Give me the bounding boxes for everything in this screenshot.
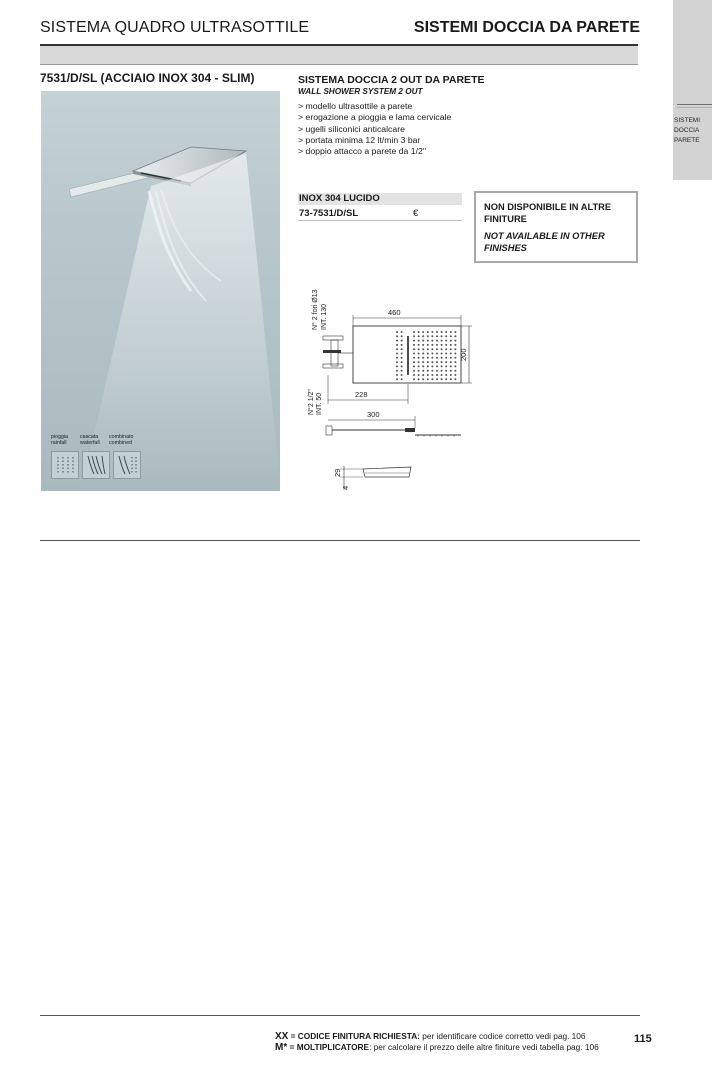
feature-item: > portata minima 12 lt/min 3 bar [298,134,421,145]
nozzle-dot [436,344,438,346]
nozzle-dot [396,344,398,346]
nozzle-dot [445,331,447,333]
side-tab-line: SISTEMI [674,117,701,124]
nozzle-dot [441,365,443,367]
nozzle-dot [401,357,403,359]
nozzle-dot [454,340,456,342]
nozzle-dot [436,374,438,376]
nozzle-dot [431,344,433,346]
product-code-title: 7531/D/SL (ACCIAIO INOX 304 - SLIM) [40,71,255,85]
nozzle-dot [450,365,452,367]
nozzle-dot [427,348,429,350]
nozzle-dot [413,374,415,376]
holes-label: N° 2 fori Ø13 [312,289,319,330]
nozzle-dot [413,378,415,380]
nozzle-dot [454,378,456,380]
footer-notes [275,1031,599,1053]
nozzle-dot [445,374,447,376]
nozzle-dot [445,353,447,355]
nozzle-dot [396,361,398,363]
nozzle-dot [445,335,447,337]
nozzle-dot [431,348,433,350]
nozzle-dot [427,378,429,380]
nozzle-dot [418,331,420,333]
system-subtitle: WALL SHOWER SYSTEM 2 OUT [298,87,423,96]
nozzle-dot [454,353,456,355]
nozzle-dot [441,331,443,333]
nozzle-dot [401,361,403,363]
nozzle-dot [441,357,443,359]
nozzle-dot [445,365,447,367]
nozzle-dot [418,348,420,350]
connection-spacing-label: INT. 50 [316,392,323,415]
nozzle-dot [445,370,447,372]
nozzle-dot [450,340,452,342]
nozzle-dot [427,353,429,355]
side-tab-rule-light [677,107,712,108]
side-tab-rule [677,104,712,105]
mode-label-combined: combinato combined [109,434,134,446]
nozzle-dot [396,370,398,372]
combined-icon [113,451,141,479]
nozzle-dot [401,335,403,337]
dim-thickness-label: 4 [341,485,350,490]
nozzle-dot [427,357,429,359]
nozzle-dot [450,335,452,337]
feature-item: > ugelli siliconici anticalcare [298,123,405,134]
nozzle-dot [441,340,443,342]
nozzle-dot [418,361,420,363]
nozzle-dot [441,370,443,372]
nozzle-dot [396,378,398,380]
dim-length-label: 300 [367,410,380,419]
nozzle-dot [450,353,452,355]
nozzle-dot [445,344,447,346]
nozzle-dot [431,361,433,363]
nozzle-dot [396,340,398,342]
footer-note-m: M* = MOLTIPLICATORE: per calcolare il prezzo delle altre finiture vedi tabella pag. 106 [275,1042,599,1053]
finish-label: INOX 304 LUCIDO [299,193,380,204]
header-band [40,46,638,65]
nozzle-dot [418,353,420,355]
nozzle-dot [422,365,424,367]
rainfall-icon [51,451,79,479]
nozzle-dot [427,344,429,346]
dim-width-label: 460 [388,308,401,317]
nozzle-dot [422,340,424,342]
footer-rule [40,1015,640,1016]
nozzle-dot [401,365,403,367]
side-tab-line: DOCCIA [674,127,700,134]
nozzle-dot [454,370,456,372]
nozzle-dot [418,344,420,346]
nozzle-dot [431,370,433,372]
nozzle-dot [431,357,433,359]
nozzle-dot [396,348,398,350]
side-tab-line: PARETE [674,137,700,144]
nozzle-dot [422,344,424,346]
nozzle-dot [422,378,424,380]
nozzle-dot [436,357,438,359]
nozzle-dot [454,357,456,359]
nozzle-dot [445,361,447,363]
waterfall-icon [82,451,110,479]
nozzle-dot [436,340,438,342]
nozzle-dot [413,361,415,363]
nozzle-dot [450,361,452,363]
nozzle-dot [427,374,429,376]
nozzle-dot [413,348,415,350]
footer-note-xx: XX = CODICE FINITURA RICHIESTA: per identificare codice corretto vedi pag. 106 [275,1031,586,1042]
nozzle-dot [401,348,403,350]
nozzle-dot [413,331,415,333]
nozzle-dot [454,344,456,346]
feature-item: > erogazione a pioggia e lama cervicale [298,112,452,123]
nozzle-dot [401,344,403,346]
plate-top-view [353,326,461,383]
nozzle-dot [431,378,433,380]
nozzle-dot [413,365,415,367]
nozzle-dot [396,353,398,355]
nozzle-dot [436,335,438,337]
nozzle-dot [441,335,443,337]
nozzle-dot [436,353,438,355]
nozzle-dot [436,365,438,367]
connection-label: N°2 1/2" [308,389,315,415]
content-divider [40,540,640,541]
nozzle-dot [431,340,433,342]
nozzle-dot [401,370,403,372]
nozzle-dot [436,370,438,372]
nozzle-dot [445,357,447,359]
nozzle-dot [427,365,429,367]
notice-italian: NON DISPONIBILE IN ALTRE FINITURE [484,202,612,224]
shower-head-illustration [41,91,280,491]
holes-spacing-label: INT. 130 [321,303,328,330]
feature-item: > doppio attacco a parete da 1/2" [298,146,426,157]
nozzle-dot [431,374,433,376]
nozzle-dot [396,365,398,367]
product-photo [41,91,280,491]
nozzle-dot [450,331,452,333]
nozzle-dot [422,348,424,350]
nozzle-dot [427,340,429,342]
nozzle-dot [450,370,452,372]
nozzle-dot [436,378,438,380]
nozzle-dot [427,370,429,372]
nozzle-dot [418,365,420,367]
nozzle-dot [436,348,438,350]
nozzle-dot [450,357,452,359]
nozzle-dot [413,340,415,342]
price-rule [298,220,462,221]
nozzle-dot [427,331,429,333]
system-title: SISTEMA DOCCIA 2 OUT DA PARETE [298,74,485,86]
nozzle-dot [418,340,420,342]
nozzle-dot [441,344,443,346]
nozzle-dot [427,361,429,363]
dim-height-label: 29 [333,468,342,477]
nozzle-dot [422,374,424,376]
nozzle-dot [454,331,456,333]
plate-profile [363,467,411,477]
nozzle-dot [418,357,420,359]
nozzle-dot [441,361,443,363]
article-code: 73-7531/D/SL [299,208,359,219]
nozzle-dot [422,353,424,355]
page-number: 115 [634,1033,652,1045]
nozzle-dot [422,331,424,333]
spray-mode-labels [51,434,138,446]
nozzle-dot [401,378,403,380]
notice-english: NOT AVAILABLE IN OTHER FINISHES [484,231,605,253]
nozzle-dot [422,357,424,359]
nozzle-dot [422,370,424,372]
nozzle-dot [441,348,443,350]
nozzle-dot [450,348,452,350]
price-currency: € [413,208,419,219]
mode-label-waterfall: cascata waterfall [80,434,100,446]
nozzle-dot [422,361,424,363]
nozzle-dot [441,353,443,355]
nozzle-dot [396,335,398,337]
dim-depth-label: 200 [459,348,468,361]
nozzle-dot [418,335,420,337]
nozzle-dot [445,348,447,350]
nozzle-dot [450,378,452,380]
section-title: SISTEMI DOCCIA DA PARETE [413,19,640,36]
side-tab[interactable] [673,0,712,180]
page-title: SISTEMA QUADRO ULTRASOTTILE [40,19,310,36]
nozzle-dot [418,378,420,380]
nozzle-dot [401,340,403,342]
dim-offset-label: 228 [355,390,368,399]
nozzle-dot [431,365,433,367]
nozzle-dot [427,335,429,337]
nozzle-dot [401,353,403,355]
nozzle-dot [436,361,438,363]
nozzle-dot [454,348,456,350]
nozzle-dot [413,357,415,359]
technical-drawing [300,280,480,495]
nozzle-dot [396,374,398,376]
nozzle-dot [401,374,403,376]
nozzle-dot [450,344,452,346]
nozzle-dot [401,331,403,333]
nozzle-dot [445,340,447,342]
nozzle-dot [413,370,415,372]
nozzle-dot [431,335,433,337]
nozzle-dot [422,335,424,337]
nozzle-dot [431,331,433,333]
nozzle-dot [441,378,443,380]
feature-list [298,101,451,157]
nozzle-dot [445,378,447,380]
nozzle-dot [396,357,398,359]
feature-item: > modello ultrasottile a parete [298,101,413,111]
nozzle-dot [396,331,398,333]
side-tab-label[interactable] [674,116,700,146]
nozzle-dot [454,365,456,367]
nozzle-dot [441,374,443,376]
nozzle-dot [418,374,420,376]
nozzle-dot [413,353,415,355]
nozzle-dot [454,361,456,363]
nozzle-dot [454,335,456,337]
nozzle-dot [431,353,433,355]
nozzle-dot [450,374,452,376]
nozzle-dot [413,335,415,337]
nozzle-dot [418,370,420,372]
availability-notice [474,191,638,263]
nozzle-dot [413,344,415,346]
nozzle-dot [454,374,456,376]
nozzle-dot [436,331,438,333]
mode-label-rainfall: pioggia rainfall [51,434,69,446]
